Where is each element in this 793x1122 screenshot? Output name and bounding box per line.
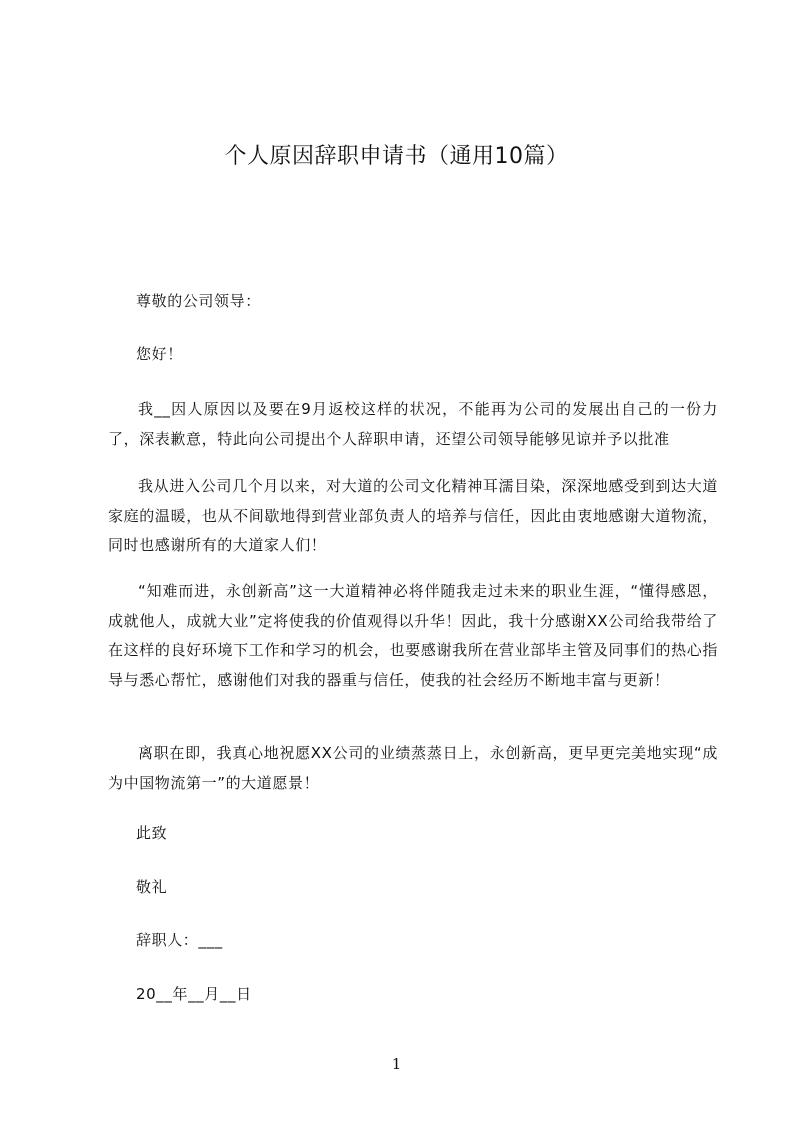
paragraph-spirit: “知难而进，永创新高”这一大道精神必将伴随我走过未来的职业生涯，“懂得感恩，成就他人，成就大业”定将使我的价值观得以升华！因此，我十分感谢XX公司给我带给了在这样的良好环境下工作和学习的机会，也要感谢我所在营业部毕主管及同事们的热心指导与悉心帮忙，感谢他们对我的器重与信任，使我的社会经历不断地丰富与更新！	[108, 582, 718, 689]
salutation: 尊敬的公司领导：	[136, 292, 261, 310]
signature-line: 辞职人：___	[136, 931, 223, 949]
date-line: 20__年__月__日	[136, 985, 252, 1003]
document-title: 个人原因辞职申请书（通用10篇）	[224, 144, 569, 169]
paragraph-gratitude: 我从进入公司几个月以来，对大道的公司文化精神耳濡目染，深深地感受到到达大道家庭的温暖，也从不间歇地得到营业部负责人的培养与信任，因此由衷地感谢大道物流，同时也感谢所有的大道家人们！	[108, 477, 718, 554]
paragraph-reason: 我__因人原因以及要在9月返校这样的状况，不能再为公司的发展出自己的一份力了，深表歉意，特此向公司提出个人辞职申请，还望公司领导能够见谅并予以批准	[108, 400, 718, 448]
greeting: 您好！	[136, 345, 183, 363]
closing-jingli: 敬礼	[136, 878, 168, 896]
page-number: 1	[391, 1055, 402, 1073]
closing-cizhi: 此致	[136, 824, 168, 842]
paragraph-wishes: 离职在即，我真心地祝愿XX公司的业绩蒸蒸日上，永创新高，更早更完美地实现“成为中国物流第一”的大道愿景！	[108, 744, 718, 792]
